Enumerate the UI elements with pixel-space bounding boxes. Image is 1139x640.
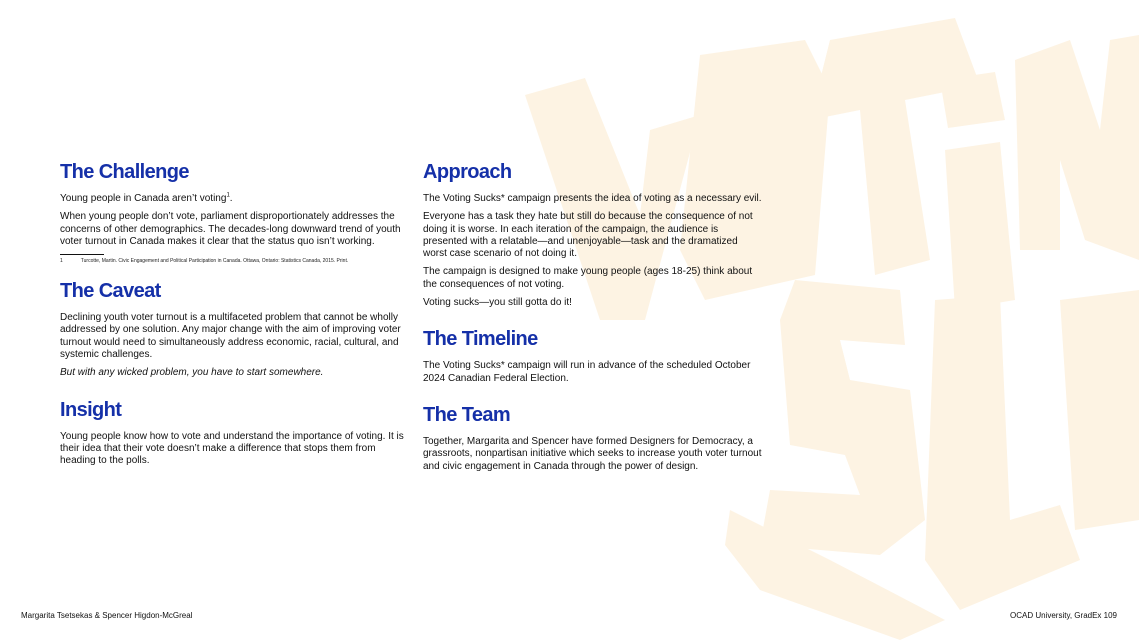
- challenge-p1-end: .: [229, 193, 233, 204]
- timeline-section: [423, 327, 763, 385]
- approach-paragraph-3: The campaign is designed to make young people (ages 18-25) think about the consequences of not voting.: [423, 266, 753, 290]
- right-column: [423, 160, 763, 491]
- footnote-text: Turcotte, Martin. Civic Engagement and Political Participation in Canada. Ottawa, Ontario: Statistics Canada, 2015. Print.: [80, 258, 349, 265]
- left-column: [60, 160, 405, 486]
- challenge-paragraph-2: When young people don’t vote, parliament disproportionately addresses the concerns of other demographics. The decades-long downward trend of youth voter turnout in Canada makes it clear that the status quo isn’t working.: [60, 211, 401, 247]
- timeline-paragraph-1: The Voting Sucks* campaign will run in advance of the scheduled October 2024 Canadian Federal Election.: [423, 360, 751, 384]
- caveat-paragraph-1: Declining youth voter turnout is a multifaceted problem that cannot be wholly addressed by one solution. Any major change with the aim of improving voter turnout would need to simultaneously address economic, racial, cultural, and systemic challenges.: [60, 312, 401, 361]
- approach-paragraph-4: Voting sucks—you still gotta do it!: [423, 297, 572, 309]
- insight-heading: Insight: [60, 398, 122, 421]
- footnote-divider: [60, 254, 104, 255]
- footnote-number: 1: [60, 258, 63, 265]
- team-paragraph-1: Together, Margarita and Spencer have formed Designers for Democracy, a grassroots, nonpartisan initiative which seeks to increase youth voter turnout and civic engagement in Canada through the power of design.: [423, 435, 762, 472]
- footnote: [60, 258, 405, 265]
- approach-heading: Approach: [423, 161, 512, 183]
- insight-paragraph-1: Young people know how to vote and understand the importance of voting. It is their idea that their vote doesn’t make a difference that stops them from heading to the polls.: [60, 430, 404, 467]
- approach-section: [423, 160, 763, 309]
- challenge-heading: The Challenge: [60, 161, 189, 183]
- caveat-section: [60, 279, 405, 379]
- footer-institution: OCAD University, GradEx 109: [1010, 611, 1117, 620]
- team-section: [423, 403, 763, 473]
- approach-paragraph-2: Everyone has a task they hate but still do because the consequence of not doing it is worse. In each iteration of the campaign, the audience is presented with a relatable—and unenjoyable—task and the dramatized worst case scenario of not doing it.: [423, 211, 753, 260]
- footnote-ref: 1: [226, 192, 230, 199]
- team-heading: The Team: [423, 403, 511, 426]
- insight-section: [60, 398, 405, 468]
- approach-paragraph-1: The Voting Sucks* campaign presents the idea of voting as a necessary evil.: [423, 193, 762, 204]
- caveat-paragraph-2: But with any wicked problem, you have to start somewhere.: [60, 367, 324, 379]
- footer-authors: Margarita Tsetsekas & Spencer Higdon-McGreal: [21, 611, 193, 620]
- challenge-paragraph-1: [60, 193, 405, 205]
- caveat-heading: The Caveat: [60, 280, 161, 303]
- timeline-heading: The Timeline: [423, 328, 538, 351]
- challenge-section: [60, 160, 405, 265]
- challenge-p1-text: Young people in Canada aren’t voting: [60, 193, 227, 204]
